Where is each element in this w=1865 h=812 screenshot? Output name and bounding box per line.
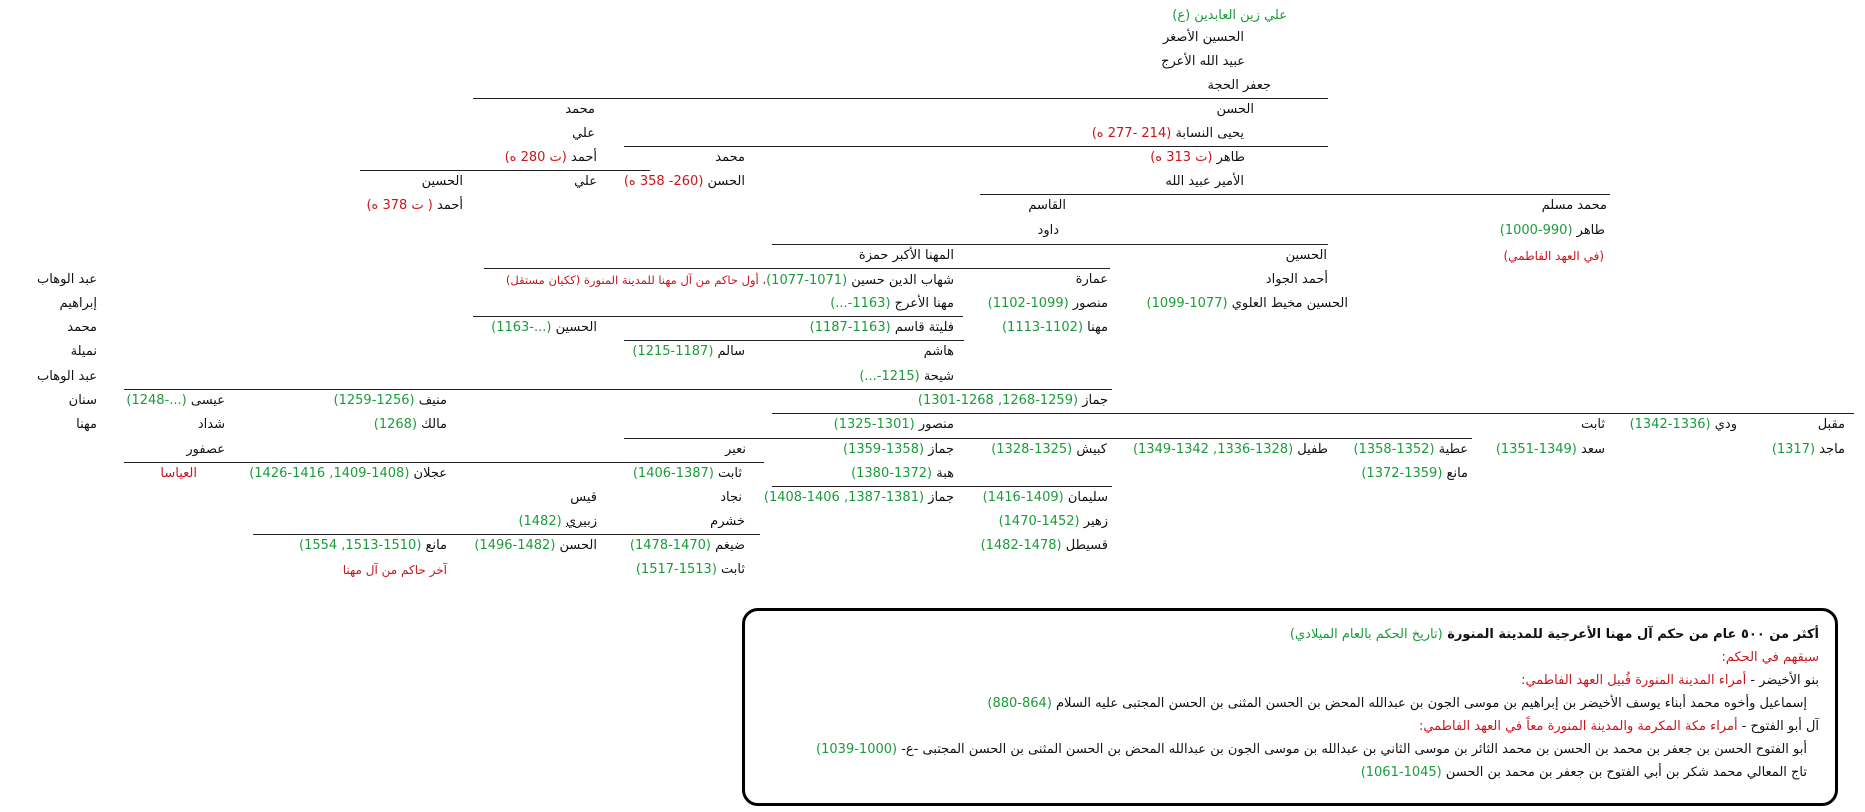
legend-title: أكثر من ٥٠٠ عام من حكم آل مهنا الأعرجية للمدينة المنورة (تاريخ الحكم بالعام الميلادي): [1289, 627, 1819, 642]
node-l18a: ماجد (1317): [1771, 442, 1845, 457]
left-col-6: سنان: [68, 393, 97, 408]
node-l20a: سليمان (1409-1416): [982, 490, 1108, 505]
connector-line: [253, 534, 760, 535]
node-l5a: يحيى النسابة (214 -277 ه): [1091, 126, 1244, 141]
left-col-2: إبراهيم: [59, 296, 97, 311]
node-l20b: جماز (1381-1387, 1406-1408): [763, 490, 954, 505]
node-l12c: مهنا الأعرج (1163-...): [830, 296, 954, 311]
node-l8a: محمد مسلم: [1541, 198, 1607, 213]
node-l11b: عمارة: [1075, 272, 1108, 287]
node-l19e: العياسا: [160, 466, 197, 481]
connector-line: [484, 268, 1110, 269]
node-l4a: الحسن: [1216, 102, 1254, 117]
legend-group1-line: إسماعيل وأخوه محمد أبناء يوسف الأخيضر بن إبراهيم بن موسى الجون بن عبدالله المحض بن الحسن المثنى بن الحسن المجتبى عليه السلام (864-880): [987, 696, 1807, 711]
left-col-3: محمد: [67, 320, 97, 335]
node-l6b: محمد: [715, 150, 745, 165]
node-l8b: القاسم: [1028, 198, 1066, 213]
node-l16c: عيسى (...-1248): [126, 393, 225, 408]
node-l17e: ودي (1336-1342): [1629, 417, 1737, 432]
left-col-1: عبد الوهاب: [37, 272, 97, 287]
node-l15a: شيحة (1215-...): [859, 369, 954, 384]
legend-group1: بنو الأخيضر - أمراء المدينة المنورة قُبيل العهد الفاطمي:: [1521, 673, 1819, 688]
node-l10a: (في العهد الفاطمي): [1503, 249, 1604, 263]
node-l13a: مهنا (1102-1113): [1001, 320, 1108, 335]
node-l7b: الحسن (260- 358 ه): [623, 174, 745, 189]
node-l7c: علي: [574, 174, 597, 189]
left-col-7: مهنا: [76, 417, 97, 432]
node-l18h: عصفور: [186, 442, 225, 457]
node-l19c: ثابت (1387-1406): [632, 466, 742, 481]
node-l17d: شداد: [197, 417, 225, 432]
node-l6c: أحمد (ت 280 ه): [504, 150, 597, 165]
node-l16b: منيف (1256-1259): [333, 393, 447, 408]
node-l23b: آخر حاكم من آل مهنا: [342, 563, 447, 577]
node-l10b: الحسين: [1285, 248, 1327, 263]
node-l19d: عجلان (1408-1409, 1416-1426): [249, 466, 447, 481]
node-l2: عبيد الله الأعرج: [1161, 54, 1245, 69]
connector-line: [624, 146, 1328, 147]
connector-line: [473, 98, 1328, 99]
connector-line: [772, 244, 1328, 245]
node-l22d: مانع (1510-1513, 1554): [298, 538, 447, 553]
connector-line: [124, 389, 1112, 390]
node-l18b: سعد (1349-1351): [1495, 442, 1605, 457]
connector-line: [772, 413, 1854, 414]
node-l7a: الأمير عبيد الله: [1165, 174, 1244, 189]
node-l8c: أحمد ( ت 378 ه): [366, 198, 463, 213]
node-l17a: ثابت: [1581, 417, 1605, 432]
legend-preceded: سبقهم في الحكم:: [1721, 650, 1819, 665]
node-l19a: مانع (1359-1372): [1361, 466, 1468, 481]
node-l21a: زهير (1452-1470): [998, 514, 1108, 529]
node-l23a: ثابت (1513-1517): [635, 562, 745, 577]
node-l17c: مالك (1268): [373, 417, 447, 432]
node-l3: جعفر الحجة: [1207, 78, 1271, 93]
node-l19b: هبة (1372-1380): [851, 466, 954, 481]
legend-group2-line2: تاج المعالي محمد شكر بن أبي الفتوح بن جعفر بن محمد بن الحسن (1045-1061): [1360, 765, 1807, 780]
node-l14a: هاشم: [923, 344, 954, 359]
node-l4b: محمد: [565, 102, 595, 117]
left-col-5: عبد الوهاب: [37, 369, 97, 384]
legend-group2: آل أبو الفتوح - أمراء مكة المكرمة والمدينة المنورة معاً في العهد الفاطمي:: [1418, 719, 1819, 734]
node-l22a: قسيطل (1478-1482): [980, 538, 1108, 553]
node-l11a: أحمد الجواد: [1265, 272, 1328, 287]
node-l18f: جماز (1358-1359): [843, 442, 954, 457]
node-l13b: فليتة قاسم (1163-1187): [809, 320, 954, 335]
node-l1: الحسين الأصغر: [1162, 30, 1244, 45]
node-l22b: ضيغم (1470-1478): [629, 538, 745, 553]
node-l10c: المهنا الأكبر حمزة: [858, 248, 954, 263]
node-l11c: شهاب الدين حسين (1071-1077)، أول حاكم من آل مهنا للمدينة المنورة (ككيان مستقل): [505, 273, 954, 288]
connector-line: [624, 438, 1472, 439]
node-l17b: منصور (1301-1325): [833, 417, 954, 432]
node-l16a: جماز (1259-1268, 1268-1301): [917, 393, 1108, 408]
connector-line: [473, 316, 963, 317]
legend-group2-line1: أبو الفتوح الحسن بن جعفر بن محمد بن الحسن بن محمد الثائر بن موسى الثاني بن عبدالله بن موسى الجون بن عبدالله المحض بن الحسن المثنى بن الحسن المجتبى -ع- (1000-1039): [816, 742, 1807, 757]
node-l17f: مقبل: [1817, 417, 1845, 432]
node-l14b: سالم (1187-1215): [632, 344, 745, 359]
node-l6a: طاهر (ت 313 ه): [1150, 150, 1245, 165]
node-l18c: عطية (1352-1358): [1353, 442, 1468, 457]
node-l20d: قيس: [570, 490, 597, 505]
node-l12b: منصور (1099-1102): [987, 296, 1108, 311]
node-root: علي زين العابدين (ع): [1172, 8, 1287, 23]
connector-line: [624, 340, 964, 341]
node-l18g: نعير: [725, 442, 746, 457]
node-l21c: زبيري (1482): [518, 514, 597, 529]
node-l9a: طاهر (990-1000): [1499, 223, 1605, 238]
node-l7d: الحسين: [421, 174, 463, 189]
left-col-4: نميلة: [70, 344, 97, 359]
node-l20c: نجاد: [720, 490, 742, 505]
node-l12a: الحسين مخيط العلوي (1077-1099): [1146, 296, 1348, 311]
legend-box: [742, 608, 1838, 806]
node-l18d: طفيل (1328-1336, 1342-1349): [1132, 442, 1328, 457]
node-l5b: علي: [572, 126, 595, 141]
connector-line: [980, 194, 1610, 195]
node-l18e: كبيش (1325-1328): [991, 442, 1107, 457]
node-l22c: الحسن (1482-1496): [474, 538, 597, 553]
connector-line: [360, 170, 650, 171]
node-l13c: الحسين (...-1163): [491, 320, 597, 335]
connector-line: [772, 486, 1112, 487]
node-l21b: خشرم: [710, 514, 745, 529]
connector-line: [124, 462, 764, 463]
node-l9b: داود: [1037, 223, 1059, 238]
